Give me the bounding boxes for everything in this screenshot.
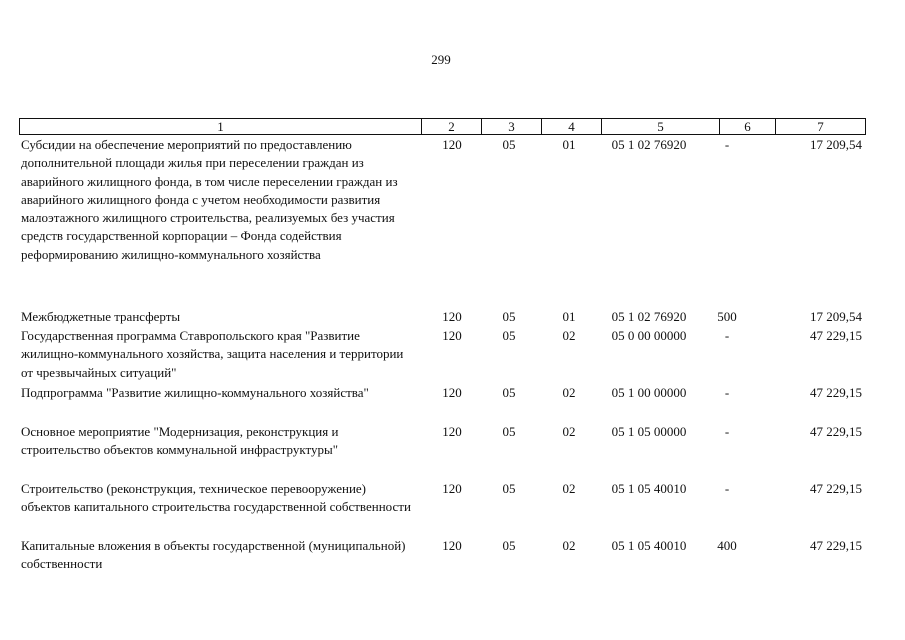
row-col-4: 01: [562, 137, 576, 152]
row-name: Капитальные вложения в объекты государственной (муниципальной) собственности: [21, 538, 406, 572]
row-name: Субсидии на обеспечение мероприятий по предоставлению дополнительной площади жилья при переселении граждан из аварийного жилищного фонда, в том числе переселении граждан из аварийного жилищного фонда с учетом необходимости развития малоэтажного жилищного строительства, реализуемых без участия средств государственной корпорации – Фонда содействия реформированию жилищно-коммунального хозяйства: [21, 137, 398, 262]
row-col-4: 02: [562, 424, 576, 439]
row-col-5: 05 1 05 40010: [611, 538, 687, 553]
row-col-6: -: [724, 385, 730, 400]
row-col-6: -: [724, 328, 730, 343]
row-col-3: 05: [502, 137, 516, 152]
header-col-3: 3: [482, 119, 542, 135]
row-col-2: 120: [442, 481, 462, 496]
row-col-3: 05: [502, 328, 516, 343]
row-col-7: 47 229,15: [810, 481, 862, 496]
row-col-2: 120: [442, 424, 462, 439]
header-col-2: 2: [422, 119, 482, 135]
row-col-2: 120: [442, 137, 462, 152]
header-col-4: 4: [542, 119, 602, 135]
row-col-7: 47 229,15: [810, 538, 862, 553]
row-name: Строительство (реконструкция, техническое перевооружение) объектов капитального строительства государственной собственности: [21, 481, 411, 515]
row-col-4: 01: [562, 309, 576, 324]
row-col-7: 17 209,54: [810, 309, 862, 324]
row-col-2: 120: [442, 309, 462, 324]
row-col-5: 05 0 00 00000: [611, 328, 687, 343]
row-name: Межбюджетные трансферты: [21, 309, 181, 324]
row-col-3: 05: [502, 424, 516, 439]
row-col-5: 05 1 00 00000: [611, 385, 687, 400]
row-col-2: 120: [442, 385, 462, 400]
row-col-7: 47 229,15: [810, 385, 862, 400]
header-col-1: 1: [20, 119, 422, 135]
row-col-6: -: [724, 424, 730, 439]
row-col-6: 500: [717, 309, 737, 324]
header-col-6: 6: [720, 119, 776, 135]
row-col-2: 120: [442, 328, 462, 343]
page-number: 299: [431, 52, 451, 67]
row-col-5: 05 1 02 76920: [611, 309, 687, 324]
row-col-4: 02: [562, 538, 576, 553]
row-col-7: 17 209,54: [810, 137, 862, 152]
row-col-4: 02: [562, 481, 576, 496]
row-col-6: 400: [717, 538, 737, 553]
row-col-3: 05: [502, 481, 516, 496]
row-col-3: 05: [502, 385, 516, 400]
row-col-4: 02: [562, 328, 576, 343]
row-name: Подпрограмма "Развитие жилищно-коммунального хозяйства": [21, 385, 369, 400]
row-col-5: 05 1 05 40010: [611, 481, 687, 496]
row-name: Основное мероприятие "Модернизация, реконструкция и строительство объектов коммунальной инфраструктуры": [21, 424, 339, 458]
row-col-6: -: [724, 137, 730, 152]
row-col-7: 47 229,15: [810, 328, 862, 343]
row-col-5: 05 1 05 00000: [611, 424, 687, 439]
row-name: Государственная программа Ставропольского края "Развитие жилищно-коммунального хозяйства, защита населения и территории от чрезвычайных ситуаций": [21, 328, 404, 380]
row-col-7: 47 229,15: [810, 424, 862, 439]
header-row: [20, 119, 866, 135]
row-col-6: -: [724, 481, 730, 496]
row-col-4: 02: [562, 385, 576, 400]
column-header-table: [19, 118, 866, 135]
row-col-3: 05: [502, 538, 516, 553]
header-col-7: 7: [776, 119, 866, 135]
row-col-3: 05: [502, 309, 516, 324]
row-col-5: 05 1 02 76920: [611, 137, 687, 152]
header-col-5: 5: [602, 119, 720, 135]
row-col-2: 120: [442, 538, 462, 553]
